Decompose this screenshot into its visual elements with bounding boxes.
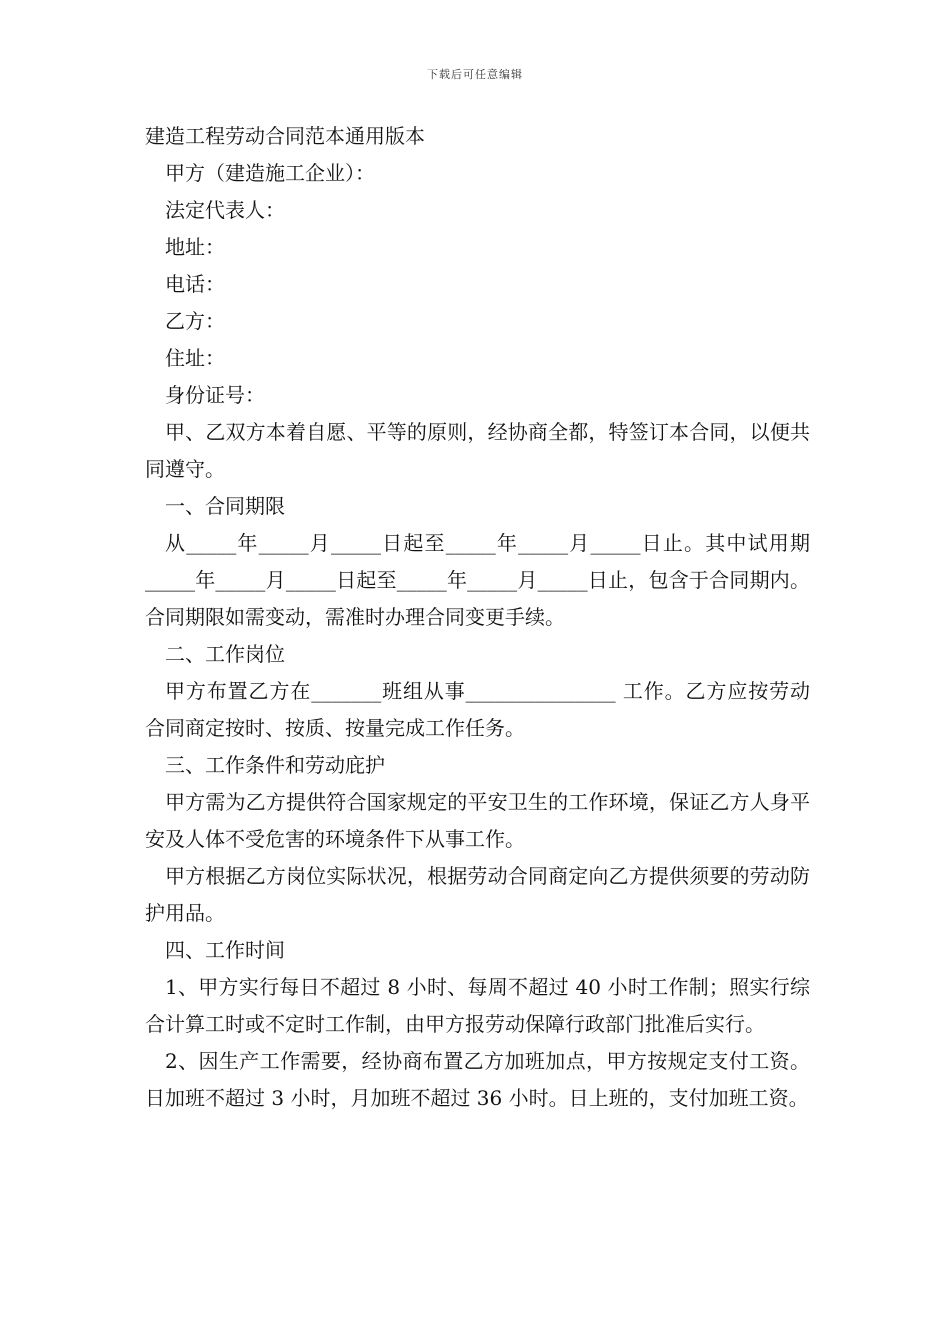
- section-4-item-2: 2、因生产工作需要，经协商布置乙方加班加点，甲方按规定支付工资。日加班不超过 3 小时，月加班不超过 36 小时。日上班的，支付加班工资。: [145, 1049, 810, 1110]
- preamble-paragraph: 甲、乙双方本着自愿、平等的原则，经协商全都，特签订本合同，以便共同遵守。: [145, 420, 810, 481]
- address-b-line: 住址：: [165, 346, 225, 370]
- id-number-line: 身份证号：: [165, 383, 265, 407]
- header-note: 下载后可任意编辑: [427, 68, 523, 81]
- section-4-item-1: 1、甲方实行每日不超过 8 小时、每周不超过 40 小时工作制；照实行综合计算工时或不定时工作制，由甲方报劳动保障行政部门批准后实行。: [145, 975, 810, 1036]
- document-title: 建造工程劳动合同范本通用版本: [145, 124, 425, 148]
- section-2-heading: 二、工作岗位: [165, 642, 285, 666]
- phone-line: 电话：: [165, 272, 225, 296]
- section-3-paragraph-1: 甲方需为乙方提供符合国家规定的平安卫生的工作环境，保证乙方人身平安及人体不受危害的环境条件下从事工作。: [145, 790, 810, 851]
- party-b-line: 乙方：: [165, 309, 225, 333]
- section-3-paragraph-2: 甲方根据乙方岗位实际状况，根据劳动合同商定向乙方提供须要的劳动防护用品。: [145, 864, 810, 925]
- section-1-paragraph: 从_____年_____月_____日起至_____年_____月_____日止。其中试用期_____年_____月_____日起至_____年_____月_____日止，包含于合同期内。合同期限如需变动，需准时办理合同变更手续。: [145, 531, 810, 629]
- party-a-line: 甲方（建造施工企业）：: [165, 161, 375, 185]
- section-1-heading: 一、合同期限: [165, 494, 285, 518]
- address-a-line: 地址：: [165, 235, 225, 259]
- document-body: [145, 118, 810, 1117]
- section-3-heading: 三、工作条件和劳动庇护: [165, 753, 385, 777]
- legal-rep-line: 法定代表人：: [165, 198, 285, 222]
- section-4-heading: 四、工作时间: [165, 938, 285, 962]
- section-2-paragraph: 甲方布置乙方在_______班组从事_______________ 工作。乙方应按劳动合同商定按时、按质、按量完成工作任务。: [145, 679, 810, 740]
